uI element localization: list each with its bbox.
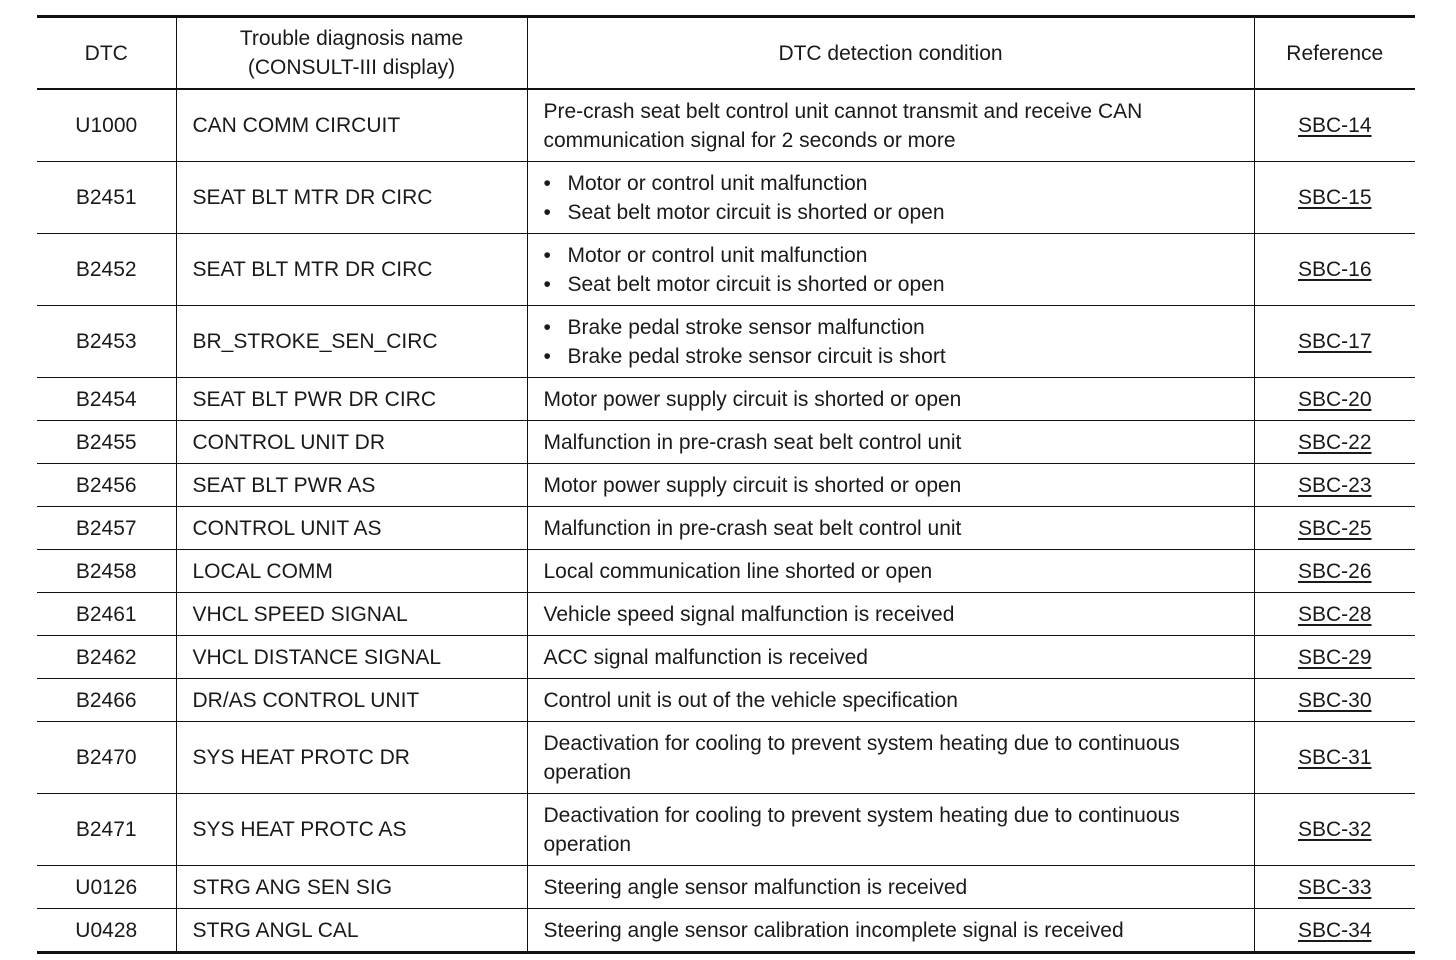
diagnosis-name: DR/AS CONTROL UNIT (176, 679, 527, 722)
reference-link[interactable]: SBC-32 (1297, 818, 1372, 841)
diagnosis-name: SYS HEAT PROTC DR (176, 722, 527, 794)
table-row (37, 593, 1415, 636)
detection-condition: Steering angle sensor calibration incomplete signal is received (527, 909, 1254, 953)
table-row (37, 909, 1415, 953)
reference-cell (1254, 866, 1415, 909)
reference-cell (1254, 306, 1415, 378)
detection-condition: Control unit is out of the vehicle specification (527, 679, 1254, 722)
table-row (37, 866, 1415, 909)
reference-cell (1254, 636, 1415, 679)
table-row (37, 507, 1415, 550)
condition-bullet: • Brake pedal stroke sensor malfunction (544, 313, 1246, 342)
reference-link[interactable]: SBC-23 (1297, 473, 1372, 497)
detection-condition: Malfunction in pre-crash seat belt control unit (527, 421, 1254, 464)
table-body (37, 89, 1415, 953)
table-row (37, 162, 1415, 234)
dtc-code: B2471 (37, 794, 176, 866)
header-diagnosis-name-line2: (CONSULT-III display) (247, 56, 456, 79)
reference-cell (1254, 679, 1415, 722)
condition-bullet: • Seat belt motor circuit is shorted or open (544, 270, 1246, 299)
reference-link[interactable]: SBC-20 (1297, 387, 1372, 411)
reference-link[interactable]: SBC-22 (1297, 430, 1372, 454)
reference-cell (1254, 464, 1415, 507)
dtc-code: B2458 (37, 550, 176, 593)
table-row (37, 794, 1415, 866)
condition-bullet-list (544, 313, 1246, 371)
reference-cell (1254, 909, 1415, 953)
detection-condition: Local communication line shorted or open (527, 550, 1254, 593)
reference-link[interactable]: SBC-25 (1297, 516, 1372, 540)
diagnosis-name: VHCL DISTANCE SIGNAL (176, 636, 527, 679)
table-row (37, 421, 1415, 464)
reference-cell (1254, 234, 1415, 306)
dtc-code: U0126 (37, 866, 176, 909)
diagnosis-name: CAN COMM CIRCUIT (176, 89, 527, 162)
diagnosis-name: SEAT BLT MTR DR CIRC (176, 162, 527, 234)
dtc-code: B2452 (37, 234, 176, 306)
reference-cell (1254, 794, 1415, 866)
header-diagnosis-name-line1: Trouble diagnosis name (239, 27, 464, 50)
header-dtc: DTC (37, 17, 176, 90)
table-row (37, 378, 1415, 421)
reference-cell (1254, 593, 1415, 636)
detection-condition: Vehicle speed signal malfunction is received (527, 593, 1254, 636)
reference-cell (1254, 507, 1415, 550)
table-header (37, 17, 1415, 90)
reference-link[interactable]: SBC-31 (1297, 746, 1372, 769)
detection-condition: ACC signal malfunction is received (527, 636, 1254, 679)
diagnosis-name: STRG ANGL CAL (176, 909, 527, 953)
dtc-code: B2457 (37, 507, 176, 550)
table-row (37, 550, 1415, 593)
dtc-code: B2462 (37, 636, 176, 679)
reference-cell (1254, 722, 1415, 794)
header-row (37, 17, 1415, 90)
dtc-code: B2451 (37, 162, 176, 234)
detection-condition: Malfunction in pre-crash seat belt control unit (527, 507, 1254, 550)
diagnosis-name: VHCL SPEED SIGNAL (176, 593, 527, 636)
detection-condition: Deactivation for cooling to prevent system heating due to continuous operation (527, 794, 1254, 866)
dtc-code: U1000 (37, 89, 176, 162)
detection-condition: Deactivation for cooling to prevent system heating due to continuous operation (527, 722, 1254, 794)
detection-condition: Pre-crash seat belt control unit cannot transmit and receive CAN communication signal for 2 seconds or more (527, 89, 1254, 162)
reference-cell (1254, 421, 1415, 464)
diagnosis-name: BR_STROKE_SEN_CIRC (176, 306, 527, 378)
reference-link[interactable]: SBC-17 (1297, 330, 1372, 353)
table-row (37, 234, 1415, 306)
reference-cell (1254, 89, 1415, 162)
dtc-code: B2455 (37, 421, 176, 464)
condition-bullet-list (544, 241, 1246, 299)
dtc-table (37, 15, 1415, 954)
reference-link[interactable]: SBC-14 (1297, 114, 1372, 137)
reference-cell (1254, 162, 1415, 234)
reference-link[interactable]: SBC-15 (1297, 186, 1372, 209)
header-detection-condition: DTC detection condition (527, 17, 1254, 90)
detection-condition: Steering angle sensor malfunction is received (527, 866, 1254, 909)
table-row (37, 306, 1415, 378)
dtc-code: U0428 (37, 909, 176, 953)
table-row (37, 89, 1415, 162)
reference-cell (1254, 550, 1415, 593)
table-row (37, 636, 1415, 679)
condition-bullet: • Motor or control unit malfunction (544, 241, 1246, 270)
diagnosis-name: STRG ANG SEN SIG (176, 866, 527, 909)
condition-bullet: • Seat belt motor circuit is shorted or open (544, 198, 1246, 227)
reference-link[interactable]: SBC-28 (1297, 602, 1372, 626)
reference-link[interactable]: SBC-26 (1297, 559, 1372, 583)
condition-bullet: • Brake pedal stroke sensor circuit is short (544, 342, 1246, 371)
detection-condition (527, 234, 1254, 306)
diagnosis-name: SYS HEAT PROTC AS (176, 794, 527, 866)
dtc-code: B2454 (37, 378, 176, 421)
reference-link[interactable]: SBC-34 (1297, 918, 1372, 942)
dtc-code: B2461 (37, 593, 176, 636)
detection-condition: Motor power supply circuit is shorted or open (527, 464, 1254, 507)
reference-link[interactable]: SBC-29 (1297, 645, 1372, 669)
detection-condition: Motor power supply circuit is shorted or open (527, 378, 1254, 421)
dtc-code: B2466 (37, 679, 176, 722)
dtc-code: B2456 (37, 464, 176, 507)
diagnosis-name: SEAT BLT PWR AS (176, 464, 527, 507)
diagnosis-name: LOCAL COMM (176, 550, 527, 593)
table-row (37, 464, 1415, 507)
condition-bullet: • Motor or control unit malfunction (544, 169, 1246, 198)
reference-link[interactable]: SBC-33 (1297, 875, 1372, 899)
diagnosis-name: SEAT BLT MTR DR CIRC (176, 234, 527, 306)
table-row (37, 679, 1415, 722)
reference-cell (1254, 378, 1415, 421)
detection-condition (527, 162, 1254, 234)
header-diagnosis-name (176, 17, 527, 90)
detection-condition (527, 306, 1254, 378)
dtc-code: B2453 (37, 306, 176, 378)
reference-link[interactable]: SBC-30 (1297, 688, 1372, 712)
header-reference: Reference (1254, 17, 1415, 90)
diagnosis-name: CONTROL UNIT AS (176, 507, 527, 550)
dtc-code: B2470 (37, 722, 176, 794)
diagnosis-name: SEAT BLT PWR DR CIRC (176, 378, 527, 421)
reference-link[interactable]: SBC-16 (1297, 258, 1372, 281)
table-row (37, 722, 1415, 794)
condition-bullet-list (544, 169, 1246, 227)
diagnosis-name: CONTROL UNIT DR (176, 421, 527, 464)
